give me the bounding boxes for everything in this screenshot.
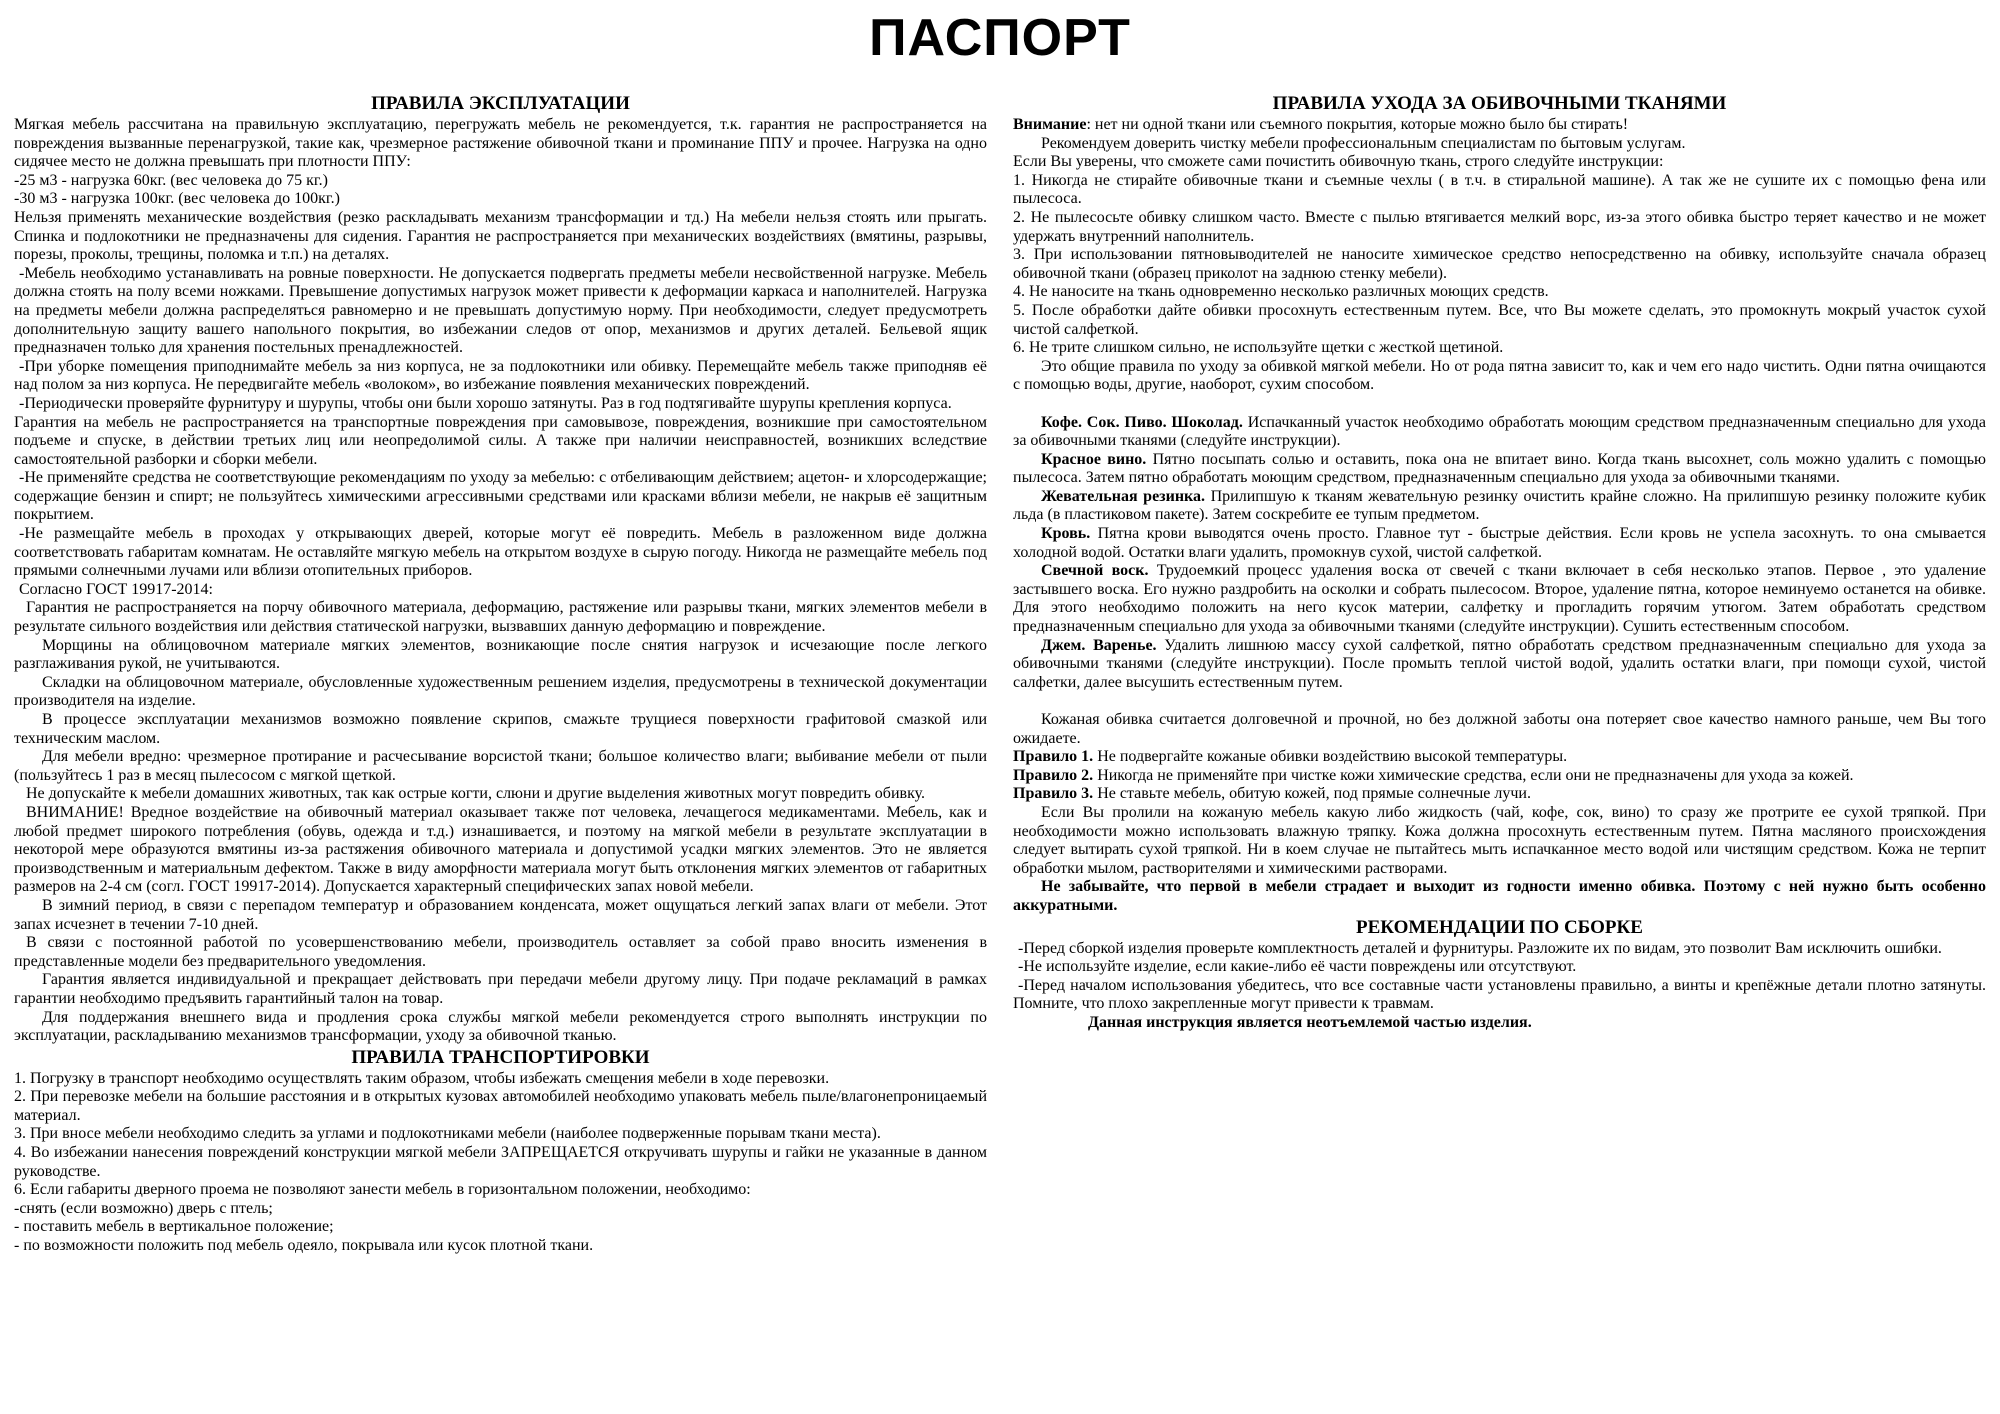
paragraph: 4. Во избежании нанесения повреждений конструкции мягкой мебели ЗАПРЕЩАЕТСЯ откручивать шурупы и гайки не указанные в данном руководстве. — [14, 1144, 987, 1180]
paragraph: В связи с постоянной работой по усовершенствованию мебели, производитель оставляет за собой право вносить изменения в представленные модели без предварительного уведомления. — [14, 934, 987, 970]
paragraph: Рекомендуем доверить чистку мебели профессиональным специалистам по бытовым услугам. — [1041, 134, 1686, 152]
paragraph: Гарантия на мебель не распространяется на транспортные повреждения при самовывозе, повреждения, возникшие при самостоятельном подъеме и спуске, в действии третьих лиц или неопредолимой силы. А также при наличии неисправностей, возникших вследствие самостоятельной разборки и сборки мебели. — [14, 413, 987, 468]
paragraph-lead: Свечной воск. — [1041, 562, 1149, 580]
paragraph: -Не размещайте мебель в проходах у открывающих дверей, которые могут её повредить. Мебель в разложенном виде должна соответствовать габаритам комнатам. Не оставляйте мягкую мебель на открытом воздухе в сырую погоду. Никогда не размещайте мебель под прямыми солнечными лучами или вблизи отопительных приборов. — [14, 525, 987, 580]
blank-line — [1013, 395, 1986, 414]
paragraph-lead: Красное вино. — [1041, 450, 1147, 468]
paragraph: В процессе эксплуатации механизмов возможно появление скрипов, смажьте трущиеся поверхности графитовой смазкой или техническим маслом. — [14, 711, 987, 747]
paragraph: Кожаная обивка считается долговечной и прочной, но без должной заботы она потеряет свое качество намного раньше, чем Вы того ожидаете. — [1013, 711, 1986, 747]
page-title: ПАСПОРТ — [869, 9, 1131, 67]
paragraph: -При уборке помещения приподнимайте мебель за низ корпуса, не за подлокотники или обивку. Перемещайте мебель также приподняв её над полом за низ корпуса. Не передвигайте мебель «волоком», во избежание появления механических повреждений. — [14, 357, 987, 394]
paragraph: 3. При использовании пятновыводителей не наносите химическое средство непосредственно на обивку, используйте сначала образец обивочной ткани (образец приколот на заднюю стенку мебели). — [1013, 246, 1986, 282]
paragraph-lead: Жевательная резинка. — [1041, 487, 1206, 505]
paragraph: В зимний период, в связи с перепадом температур и образованием конденсата, может ощущаться легкий запах влаги от мебели. Этот запах исчезнет в течении 7-10 дней. — [14, 896, 987, 933]
paragraph: - поставить мебель в вертикальное положение; — [14, 1218, 334, 1236]
paragraph-lead: Правило 2. — [1013, 766, 1094, 784]
paragraph-lead: Кровь. — [1041, 525, 1091, 543]
paragraph: Нельзя применять механические воздействия (резко раскладывать механизм трансформации и тд.) На мебели нельзя стоять или прыгать. Спинка и подлокотники не предназначены для сидения. Гарантия не распространяется при механических воздействиях (вмятины, разрывы, порезы, проколы, трещины, поломка и т.п.) на деталях. — [14, 208, 987, 264]
paragraph: Красное вино. Пятно посыпать солью и оставить, пока она не впитает вино. Когда ткань высохнет, соль можно удалить с помощью пылесоса. Затем пятно обработать моющим средством, предназначенным специально для ухода за обивочными тканями. — [1013, 450, 1987, 487]
paragraph: Мягкая мебель рассчитана на правильную эксплуатацию, перегружать мебель не рекомендуется, т.к. гарантия не распространяется на повреждения вызванные перенагрузкой, такие как, чрезмерное растяжение обивочной ткани и проминание ППУ и прочее. Нагрузка на одно сидячее место не должна превышать при плотности ППУ: — [14, 116, 987, 171]
section-heading: ПРАВИЛА ТРАНСПОРТИРОВКИ — [351, 1046, 650, 1068]
paragraph: Складки на облицовочном материале, обусловленные художественным решением изделия, предусмотрены в технической документации производителя на изделие. — [14, 673, 987, 710]
two-column-layout — [0, 92, 2000, 1256]
paragraph: ВНИМАНИЕ! Вредное воздействие на обивочный материал оказывает также пот человека, лечащегося медикаментами. Мебель, как и любой предмет широкого потребления (обувь, одежда и т.д.) изнашивается, и поэтому на мягкой мебели в результате эксплуатации в некоторой мере образуются вмятины из-за растяжения обивочного материала и допустимой усадки мягких элементов. Это не является производственным и материальным дефектом. Также в виду аморфности материала могут быть отклонения мягких элементов от габаритных размеров на 2-4 см (согл. ГОСТ 19917-2014). Допускается характерный специфических запах новой мебели. — [14, 803, 987, 896]
paragraph: Данная инструкция является неотъемлемой частью изделия. — [1088, 1013, 1532, 1031]
paragraph: 2. При перевозке мебели на большие расстояния и в открытых кузовах автомобилей необходимо упаковать мебель пыле/влагонепроницаемый материал. — [14, 1088, 987, 1124]
paragraph: Кофе. Сок. Пиво. Шоколад. Испачканный участок необходимо обработать моющим средством предназначенным специально для ухода за обивочными тканями (следуйте инструкции). — [1013, 413, 1986, 450]
section-heading: ПРАВИЛА ЭКСПЛУАТАЦИИ — [371, 93, 630, 114]
right-column — [1013, 92, 1986, 1033]
paragraph: -Мебель необходимо устанавливать на ровные поверхности. Не допускается подвергать предметы мебели несвойственной нагрузке. Мебель должна стоять на полу всеми ножками. Превышение допустимых нагрузок может привести к деформации каркаса и наполнителей. Нагрузка на предметы мебели должна распределяться равномерно и не превышать допустимую норму. При необходимости, следует предусмотреть дополнительную защиту вашего напольного покрытия, во избежании следов от опор, механизмов и других деталей. Бельевой ящик предназначен только для хранения постельных пренадлежностей. — [14, 264, 987, 357]
paragraph: Жевательная резинка. Прилипшую к тканям жевательную резинку очистить крайне сложно. На прилипшую резинку положите кубик льда (в пластиковом пакете). Затем соскребите ее тупым предметом. — [1013, 487, 1987, 524]
paragraph: -30 м3 - нагрузка 100кг. (вес человека до 100кг.) — [14, 190, 340, 208]
paragraph: Если Вы пролили на кожаную мебель какую либо жидкость (чай, кофе, сок, вино) то сразу же протрите ее сухой тряпкой. При необходимости можно использовать влажную тряпку. Кожа должна просохнуть естественным путем. Пятна масляного происхождения следует вытирать сухой тряпкой. Ни в коем случае не пытайтесь мыть испачканное место водой или чистящим средством. Кожа не терпит обработки мылом, растворителями и химическими растворами. — [1013, 803, 1986, 877]
paragraph: 2. Не пылесосьте обивку слишком часто. Вместе с пылью втягивается мелкий ворс, из-за этого обивка быстро теряет качество и не может удержать внутренний наполнитель. — [1013, 208, 1986, 245]
section-heading: РЕКОМЕНДАЦИИ ПО СБОРКЕ — [1356, 916, 1643, 938]
paragraph: Если Вы уверены, что сможете сами почистить обивочную ткань, строго следуйте инструкции: — [1013, 153, 1664, 171]
paragraph-lead: Внимание — [1013, 116, 1087, 133]
paragraph: Гарантия является индивидуальной и прекращает действовать при передачи мебели другому лицу. При подаче рекламаций в рамках гарантии необходимо предъявить гарантийный талон на товар. — [14, 971, 987, 1007]
paragraph: Для поддержания внешнего вида и продления срока службы мягкой мебели рекомендуется строго выполнять инструкции по эксплуатации, раскладыванию механизмов трансформации, уходу за обивочной тканью. — [14, 1008, 987, 1045]
paragraph: -Перед сборкой изделия проверьте комплектность деталей и фурнитуры. Разложите их по видам, это позволит Вам исключить ошибки. — [1018, 939, 1942, 957]
paragraph: Не допускайте к мебели домашних животных, так как острые когти, слюни и другие выделения животных могут повредить обивку. — [26, 785, 926, 803]
paragraph: Кровь. Пятна крови выводятся очень просто. Главное тут - быстрые действия. Если кровь не успела засохнуть. то она смывается холодной водой. Остатки влаги удалить, промокнув сухой, чистой салфеткой. — [1013, 525, 1986, 561]
paragraph: Правило 1. Не подвергайте кожаные обивки воздействию высокой температуры. — [1013, 748, 1568, 766]
paragraph: Свечной воск. Трудоемкий процесс удаления воска от свечей с ткани включает в себя несколько этапов. Первое , это удаление застывшего воска. Его нужно раздробить на осколки и собрать пылесосом. Второе, удаление пятна, которое неминуемо останется на обивке. Для этого необходимо положить на него кусок материи, салфетку и прогладить горячим утюгом. Затем обработать средством предназначенным специально для ухода за обивочными тканями (следуйте инструкции). Сушить естественным способом. — [1013, 562, 1986, 636]
paragraph: Морщины на облицовочном материале мягких элементов, возникающие после снятия нагрузок и исчезающие после легкого разглаживания рукой, не учитываются. — [14, 636, 987, 673]
paragraph: Правило 2. Никогда не применяйте при чистке кожи химические средства, если они не предназначены для ухода за кожей. — [1013, 766, 1854, 784]
paragraph: Это общие правила по уходу за обивкой мягкой мебели. Но от рода пятна зависит то, как и чем его надо чистить. Одни пятна очищаются с помощью воды, другие, наоборот, сухим способом. — [1013, 357, 1986, 394]
paragraph: Правило 3. Не ставьте мебель, обитую кожей, под прямые солнечные лучи. — [1013, 785, 1531, 803]
paragraph: Согласно ГОСТ 19917-2014: — [19, 580, 213, 598]
paragraph: Джем. Варенье. Удалить лишнюю массу сухой салфеткой, пятно обработать средством предназначенным специально для ухода за обивочными тканями (следуйте инструкции). После промыть теплой чистой водой, удалить остатки влаги, при помощи сухой, чистой салфетки, далее высушить естественным путем. — [1013, 636, 1986, 691]
paragraph: Гарантия не распространяется на порчу обивочного материала, деформацию, растяжение или разрывы ткани, мягких элементов мебели в результате сильного воздействия или действия статической нагрузки, вызвавших данную деформацию и повреждение. — [14, 599, 987, 636]
paragraph-lead: Правило 3. — [1013, 785, 1094, 803]
paragraph: 5. После обработки дайте обивки просохнуть естественным путем. Все, что Вы можете сделать, это промокнуть мокрый участок сухой чистой салфеткой. — [1013, 301, 1986, 338]
paragraph: 1. Погрузку в транспорт необходимо осуществлять таким образом, чтобы избежать смещения мебели в ходе перевозки. — [14, 1069, 830, 1087]
paragraph: -Не применяйте средства не соответствующие рекомендациям по уходу за мебелью: с отбеливающим действием; ацетон- и хлорсодержащие; содержащие бензин и спирт; не пользуйтесь химическими агрессивными средствами или красками вблизи мебели, не накрыв её защитным покрытием. — [14, 469, 987, 524]
paragraph-lead: Джем. Варенье. — [1041, 636, 1157, 654]
paragraph: 6. Если габариты дверного проема не позволяют занести мебель в горизонтальном положении, необходимо: — [14, 1181, 751, 1199]
paragraph: -25 м3 - нагрузка 60кг. (вес человека до 75 кг.) — [14, 171, 328, 189]
paragraph-lead: Правило 1. — [1013, 748, 1094, 766]
left-column — [14, 92, 987, 1256]
paragraph: Внимание: нет ни одной ткани или съемного покрытия, которые можно было бы стирать! — [1013, 116, 1629, 133]
paragraph: -Перед началом использования убедитесь, что все составные части установлены правильно, а винты и крепёжные детали плотно затянуты. Помните, что плохо закрепленные могут привести к травмам. — [1013, 976, 1986, 1013]
paragraph: - по возможности положить под мебель одеяло, покрывала или кусок плотной ткани. — [14, 1237, 594, 1255]
paragraph: 3. При вносе мебели необходимо следить за углами и подлокотниками мебели (наиболее подверженные порывам ткани места). — [14, 1125, 881, 1143]
paragraph: Для мебели вредно: чрезмерное протирание и расчесывание ворсистой ткани; большое количество влаги; выбивание мебели от пыли (пользуйтесь 1 раз в месяц пылесосом с мягкой щеткой. — [14, 748, 987, 784]
section-heading: ПРАВИЛА УХОДА ЗА ОБИВОЧНЫМИ ТКАНЯМИ — [1272, 93, 1727, 114]
paragraph: 6. Не трите слишком сильно, не используйте щетки с жесткой щетиной. — [1013, 339, 1504, 357]
blank-line — [1013, 692, 1986, 711]
paragraph: 1. Никогда не стирайте обивочные ткани и съемные чехлы ( в т.ч. в стиральной машине). А так же не сушите их с помощью фена или пылесоса. — [1013, 171, 1986, 208]
paragraph-lead: Кофе. Сок. Пиво. Шоколад. — [1041, 413, 1243, 431]
paragraph: Не забывайте, что первой в мебели страдает и выходит из годности именно обивка. Поэтому с ней нужно быть особенно аккуратными. — [1013, 878, 1986, 914]
paragraph: -Периодически проверяйте фурнитуру и шурупы, чтобы они были хорошо затянуты. Раз в год подтягивайте шурупы крепления корпуса. — [19, 394, 952, 412]
paragraph: 4. Не наносите на ткань одновременно несколько различных моющих средств. — [1013, 283, 1549, 301]
paragraph: -Не используйте изделие, если какие-либо её части повреждены или отсутствуют. — [1018, 958, 1577, 976]
paragraph: -снять (если возможно) дверь с птель; — [14, 1199, 273, 1217]
